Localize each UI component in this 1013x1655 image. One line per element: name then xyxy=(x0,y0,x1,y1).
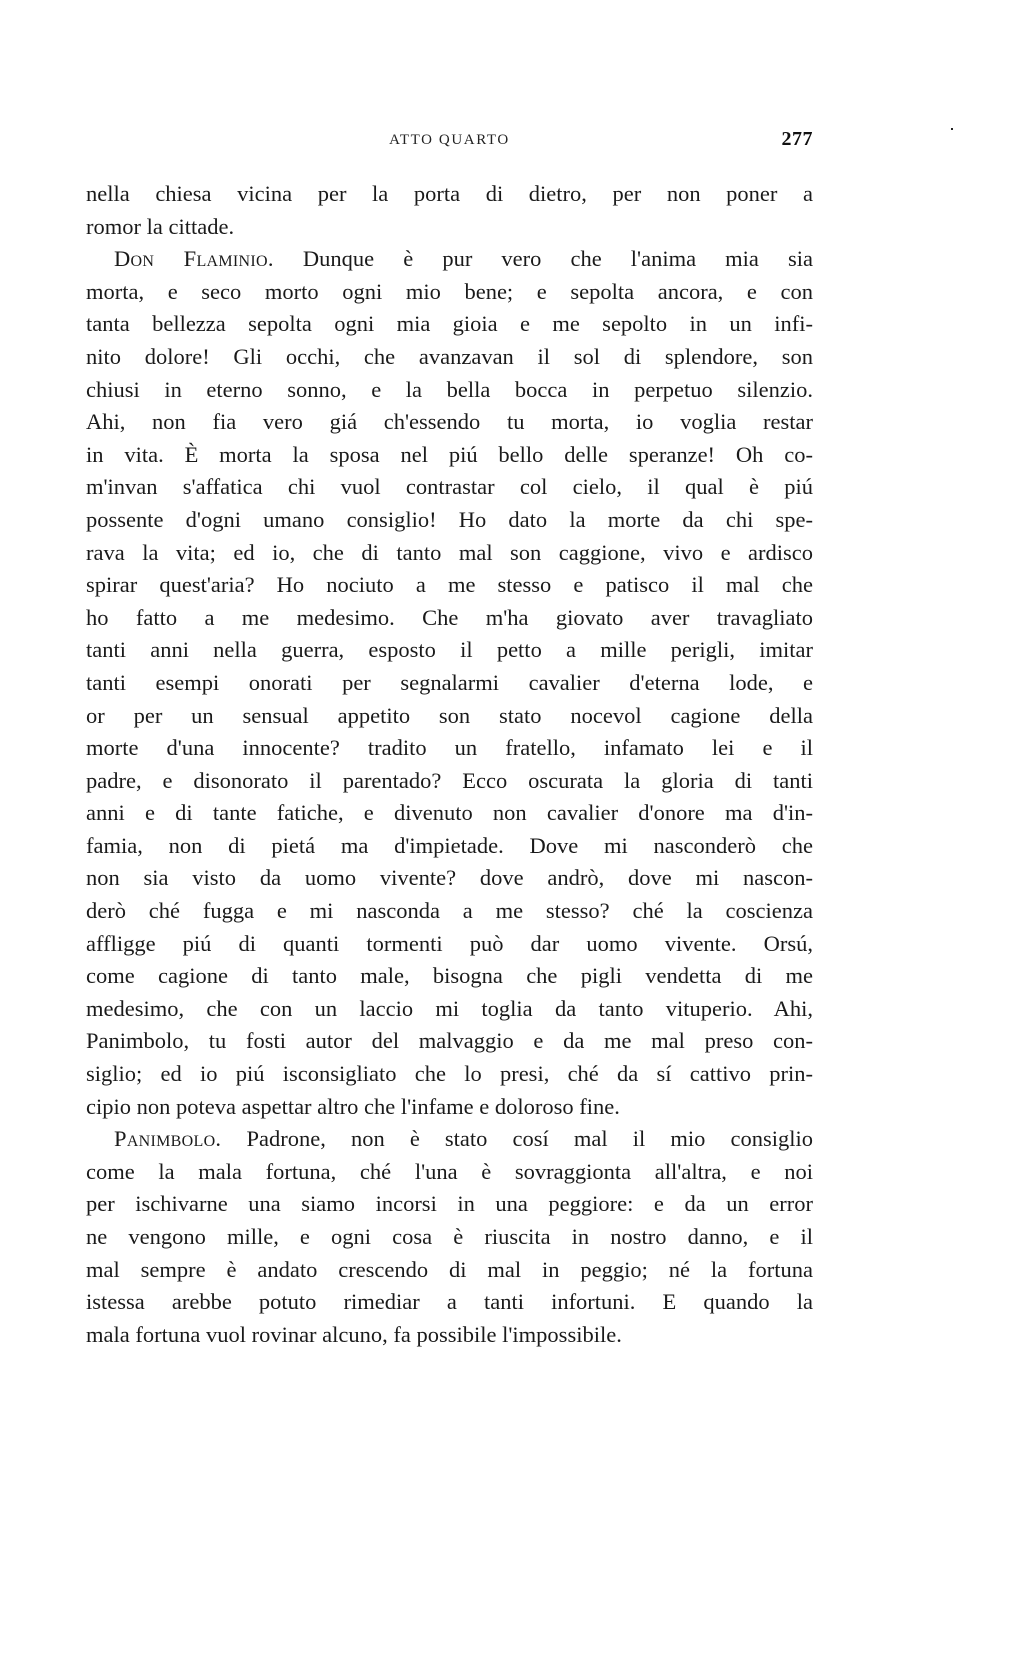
text-line: tanti anni nella guerra, esposto il petto a mille perigli, imitar xyxy=(86,637,813,663)
scan-speck xyxy=(951,128,953,130)
text-line xyxy=(86,1123,813,1156)
text-line: tanta bellezza sepolta ogni mia gioia e me sepolto in un infi- xyxy=(86,311,813,337)
text-line: romor la cittade. xyxy=(86,213,235,239)
running-title: ATTO QUARTO xyxy=(389,132,510,148)
text-line: cipio non poteva aspettar altro che l'infame e doloroso fine. xyxy=(86,1093,620,1119)
text-line: come la mala fortuna, ché l'una è sovraggionta all'altra, e noi xyxy=(86,1158,813,1184)
text-line: padre, e disonorato il parentado? Ecco oscurata la gloria di tanti xyxy=(86,767,813,793)
body-text xyxy=(86,178,813,1351)
text-line: anni e di tante fatiche, e divenuto non cavalier d'onore ma d'in- xyxy=(86,800,813,826)
text-line: tanti esempi onorati per segnalarmi cavalier d'eterna lode, e xyxy=(86,669,813,695)
running-head xyxy=(86,128,813,152)
text-line: ho fatto a me medesimo. Che m'ha giovato aver travagliato xyxy=(86,604,813,630)
text-line: medesimo, che con un laccio mi toglia da tanto vituperio. Ahi, xyxy=(86,995,813,1021)
text-line: Ahi, non fia vero giá ch'essendo tu morta, io voglia restar xyxy=(86,409,813,435)
text-line: famia, non di pietá ma d'impietade. Dove mi nasconderò che xyxy=(86,832,813,858)
paragraph-continuation xyxy=(86,178,813,243)
text-line: ne vengono mille, e ogni cosa è riuscita in nostro danno, e il xyxy=(86,1224,813,1249)
text-line: siglio; ed io piú isconsigliato che lo presi, ché da sí cattivo prin- xyxy=(86,1061,813,1087)
text-line: possente d'ogni umano consiglio! Ho dato la morte da chi spe- xyxy=(86,506,813,532)
text-line: chiusi in eterno sonno, e la bella bocca in perpetuo silenzio. xyxy=(86,376,813,402)
speech-text: Dunque è pur vero che l'anima mia sia xyxy=(273,246,813,272)
text-line: morte d'una innocente? tradito un fratello, infamato lei e il xyxy=(86,735,813,761)
text-line: mal sempre è andato crescendo di mal in peggio; né la fortuna xyxy=(86,1256,813,1282)
text-line: istessa arebbe potuto rimediar a tanti infortuni. E quando la xyxy=(86,1289,813,1315)
text-line: come cagione di tanto male, bisogna che pigli vendetta di me xyxy=(86,963,813,989)
text-line: nito dolore! Gli occhi, che avanzavan il sol di splendore, son xyxy=(86,343,813,369)
speaker-name: Panimbolo. xyxy=(114,1126,222,1152)
text-line xyxy=(86,243,813,276)
text-line: per ischivarne una siamo incorsi in una peggiore: e da un error xyxy=(86,1191,813,1217)
page-number: 277 xyxy=(781,128,813,150)
paragraph-don-flaminio xyxy=(86,243,813,1123)
text-line: non sia visto da uomo vivente? dove andrò, dove mi nascon- xyxy=(86,865,813,891)
text-line: m'invan s'affatica chi vuol contrastar col cielo, il qual è piú xyxy=(86,474,813,500)
text-line: in vita. È morta la sposa nel piú bello delle speranze! Oh co- xyxy=(86,441,813,467)
text-line: mala fortuna vuol rovinar alcuno, fa possibile l'impossibile. xyxy=(86,1321,622,1347)
text-line: derò ché fugga e mi nasconda a me stesso? ché la coscienza xyxy=(86,898,813,924)
text-line: nella chiesa vicina per la porta di dietro, per non poner a xyxy=(86,181,813,206)
paragraph-panimbolo xyxy=(86,1123,813,1351)
text-line: rava la vita; ed io, che di tanto mal son caggione, vivo e ardisco xyxy=(86,539,813,565)
text-line: affligge piú di quanti tormenti può dar uomo vivente. Orsú, xyxy=(86,930,813,956)
text-line: or per un sensual appetito son stato nocevol cagione della xyxy=(86,702,813,728)
text-line: morta, e seco morto ogni mio bene; e sepolta ancora, e con xyxy=(86,278,813,304)
text-line: spirar quest'aria? Ho nociuto a me stesso e patisco il mal che xyxy=(86,572,813,598)
speaker-name: Don Flaminio. xyxy=(114,246,274,272)
speech-text: Padrone, non è stato cosí mal il mio consiglio xyxy=(221,1126,813,1152)
text-line: Panimbolo, tu fosti autor del malvaggio e da me mal preso con- xyxy=(86,1028,813,1054)
